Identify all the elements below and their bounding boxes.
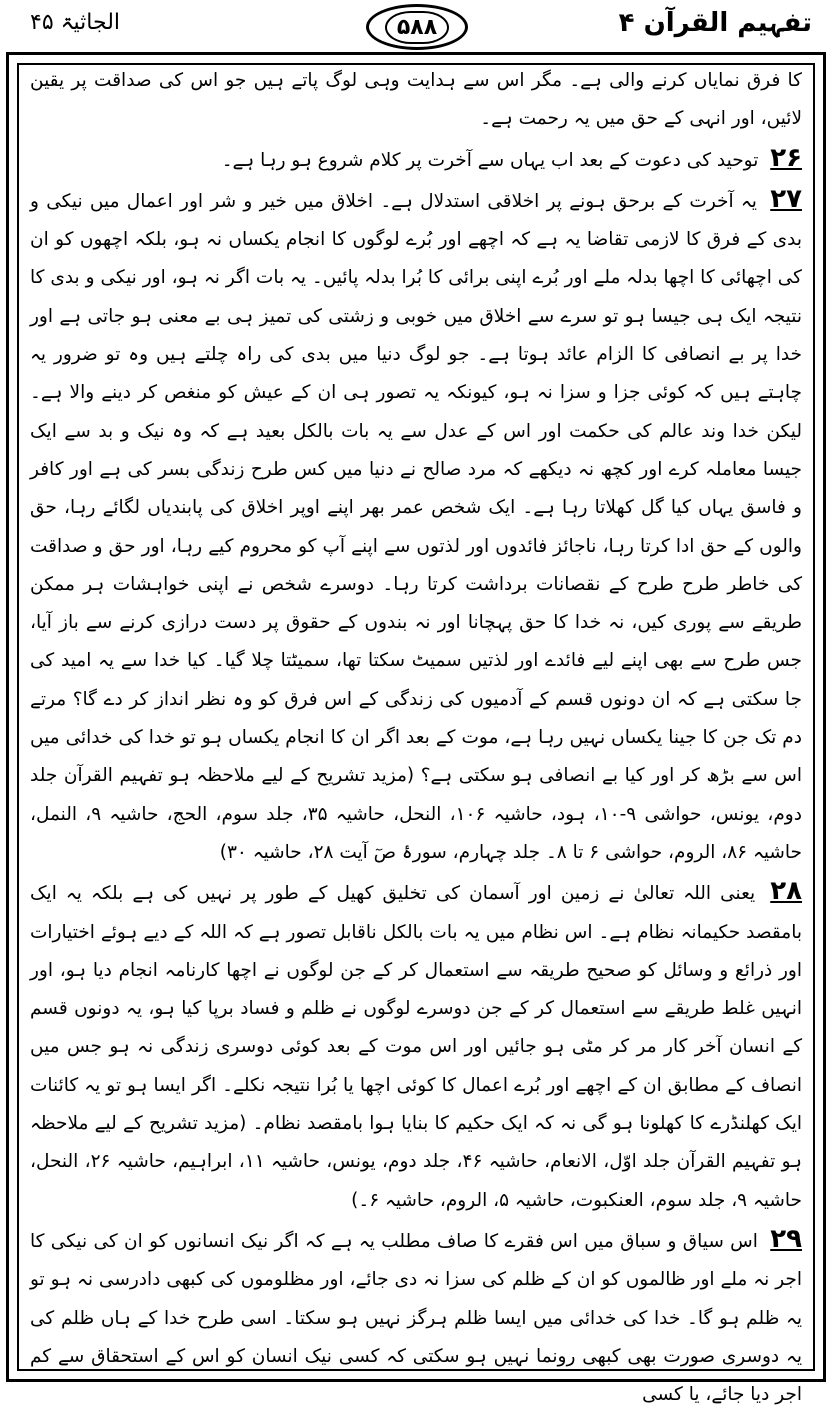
paragraph	[30, 139, 802, 180]
paragraph	[30, 1220, 802, 1414]
paragraph	[30, 872, 802, 1220]
paragraph-text: اس سیاق و سباق میں اس فقرے کا صاف مطلب یہ ہے کہ اگر نیک انسانوں کو ان کی نیکی کا اجر نہ ملے اور ظالموں کو ان کے ظلم کی سزا نہ دی جائے، اور مظلوموں کی کبھی دادرسی نہ ہو تو یہ ظلم ہو گا۔ خدا کی خدائی میں ایسا ظلم ہرگز نہیں ہو سکتا۔ اسی طرح خدا کے ہاں ظلم کی یہ دوسری صورت بھی کبھی رونما نہیں ہو سکتی کہ کسی نیک انسان کو اس کے استحقاق سے کم اجر دیا جائے، یا کسی	[30, 1230, 802, 1406]
footnote-number: ۲۹	[770, 1223, 802, 1254]
footnote-number: ۲۷	[770, 183, 802, 214]
paragraph-text: یعنی اللہ تعالیٰ نے زمین اور آسمان کی تخلیق کھیل کے طور پر نہیں کی ہے بلکہ یہ ایک بامقصد حکیمانہ نظام ہے۔ اس نظام میں یہ بات بالکل ناقابل تصور ہے کہ اللہ کے دیے ہوئے اختیارات اور ذرائع و وسائل کو صحیح طریقہ سے استعمال کر کے جن لوگوں نے اچھا کارنامہ انجام دیا ہو، اور انہیں غلط طریقے سے استعمال کر کے جن دوسرے لوگوں نے ظلم و فساد برپا کیا ہو، یہ دونوں قسم کے انسان آخر کار مر کر مٹی ہو جائیں اور اس موت کے بعد کوئی دوسری زندگی نہ ہو جس میں انصاف کے مطابق ان کے اچھے اور بُرے اعمال کا کوئی اچھا یا بُرا نتیجہ نکلے۔ اگر ایسا ہو تو یہ کائنات ایک کھلنڈرے کا کھلونا ہو گی نہ کہ ایک حکیم کا بنایا ہوا بامقصد نظام۔ (مزید تشریح کے لیے ملاحظہ ہو تفہیم القرآن جلد اوّل، الانعام، حاشیہ ۴۶، جلد دوم، یونس، حاشیہ ۱۱، ابراہیم، حاشیہ ۲۶، النحل، حاشیہ ۹، جلد سوم، العنکبوت، حاشیہ ۵، الروم، حاشیہ ۶۔)	[30, 883, 803, 1211]
paragraph	[30, 180, 802, 872]
surah-name: الجاثیۃ ۴۵	[30, 10, 121, 35]
paragraph-text: یہ آخرت کے برحق ہونے پر اخلاقی استدلال ہے۔ اخلاق میں خیر و شر اور اعمال میں نیکی و بدی کے فرق کا لازمی تقاضا یہ ہے کہ اچھے اور بُرے لوگوں کا انجام یکساں نہ ہو، بلکہ اچھوں کو ان کی اچھائی کا اچھا بدلہ ملے اور بُرے اپنی برائی کا بُرا بدلہ پائیں۔ یہ بات اگر نہ ہو، اور نیکی و بدی کا نتیجہ ایک ہی جیسا ہو تو سرے سے اخلاق میں خوبی و زشتی کی تمیز ہی بے معنی ہو جاتی ہے اور خدا پر بے انصافی کا الزام عائد ہوتا ہے۔ جو لوگ دنیا میں بدی کی راہ چلتے ہیں وہ تو ضرور یہ چاہتے ہیں کہ کوئی جزا و سزا نہ ہو، کیونکہ یہ تصور ہی ان کے عیش کو منغص کر دینے والا ہے۔ لیکن خدا وند عالم کی حکمت اور اس کے عدل سے یہ بات بالکل بعید ہے کہ وہ نیک و بد سے ایک جیسا معاملہ کرے اور کچھ نہ دیکھے کہ مرد صالح نے دنیا میں کس طرح زندگی بسر کی ہے اور کافر و فاسق یہاں کیا گل کھلاتا رہا ہے۔ ایک شخص عمر بھر اپنے اوپر اخلاق کی پابندیاں لگائے رہا، حق والوں کے حق ادا کرتا رہا، ناجائز فائدوں اور لذتوں سے اپنے آپ کو محروم کیے رہا، اور حق و صداقت کی خاطر طرح طرح کے نقصانات برداشت کرتا رہا۔ دوسرے شخص نے اپنی خواہشات ہر ممکن طریقے سے پوری کیں، نہ خدا کا حق پہچانا اور نہ بندوں کے حقوق پر دست درازی کرنے سے باز آیا، جس طرح سے بھی اپنے لیے فائدے اور لذتیں سمیٹ سکتا تھا، سمیٹتا چلا گیا۔ کیا خدا سے یہ امید کی جا سکتی ہے کہ ان دونوں قسم کے آدمیوں کی زندگی کے اس فرق کو وہ نظر انداز کر دے گا؟ مرتے دم تک جن کا جینا یکساں نہیں رہا ہے، موت کے بعد اگر ان کا انجام یکساں ہو تو خدا کی خدائی میں اس سے بڑھ کر اور کیا بے انصافی ہو سکتی ہے؟ (مزید تشریح کے لیے ملاحظہ ہو تفہیم القرآن جلد دوم، یونس، حواشی ۹-۱۰، ہود، حاشیہ ۱۰۶، النحل، حاشیہ ۳۵، جلد سوم، الحج، حاشیہ ۹، النمل، حاشیہ ۸۶، الروم، حواشی ۶ تا ۸۔ جلد چہارم، سورۂ صٓ آیت ۲۸، حاشیہ ۳۰)	[30, 190, 802, 863]
footnote-number: ۲۶	[770, 142, 802, 173]
footnote-number: ۲۸	[770, 876, 802, 907]
page-number-badge	[366, 4, 468, 50]
page-header	[0, 0, 832, 52]
paragraph-text: توحید کی دعوت کے بعد اب یہاں سے آخرت پر کلام شروع ہو رہا ہے۔	[221, 149, 759, 171]
page-number: ۵۸۸	[385, 11, 449, 44]
paragraph-text: کا فرق نمایاں کرنے والی ہے۔ مگر اس سے ہدایت وہی لوگ پاتے ہیں جو اس کی صداقت پر یقین لائیں، اور انہی کے حق میں یہ رحمت ہے۔	[30, 70, 802, 130]
commentary-text	[30, 62, 802, 1414]
paragraph	[30, 62, 802, 139]
book-title: تفہیم القرآن ۴	[618, 8, 812, 38]
